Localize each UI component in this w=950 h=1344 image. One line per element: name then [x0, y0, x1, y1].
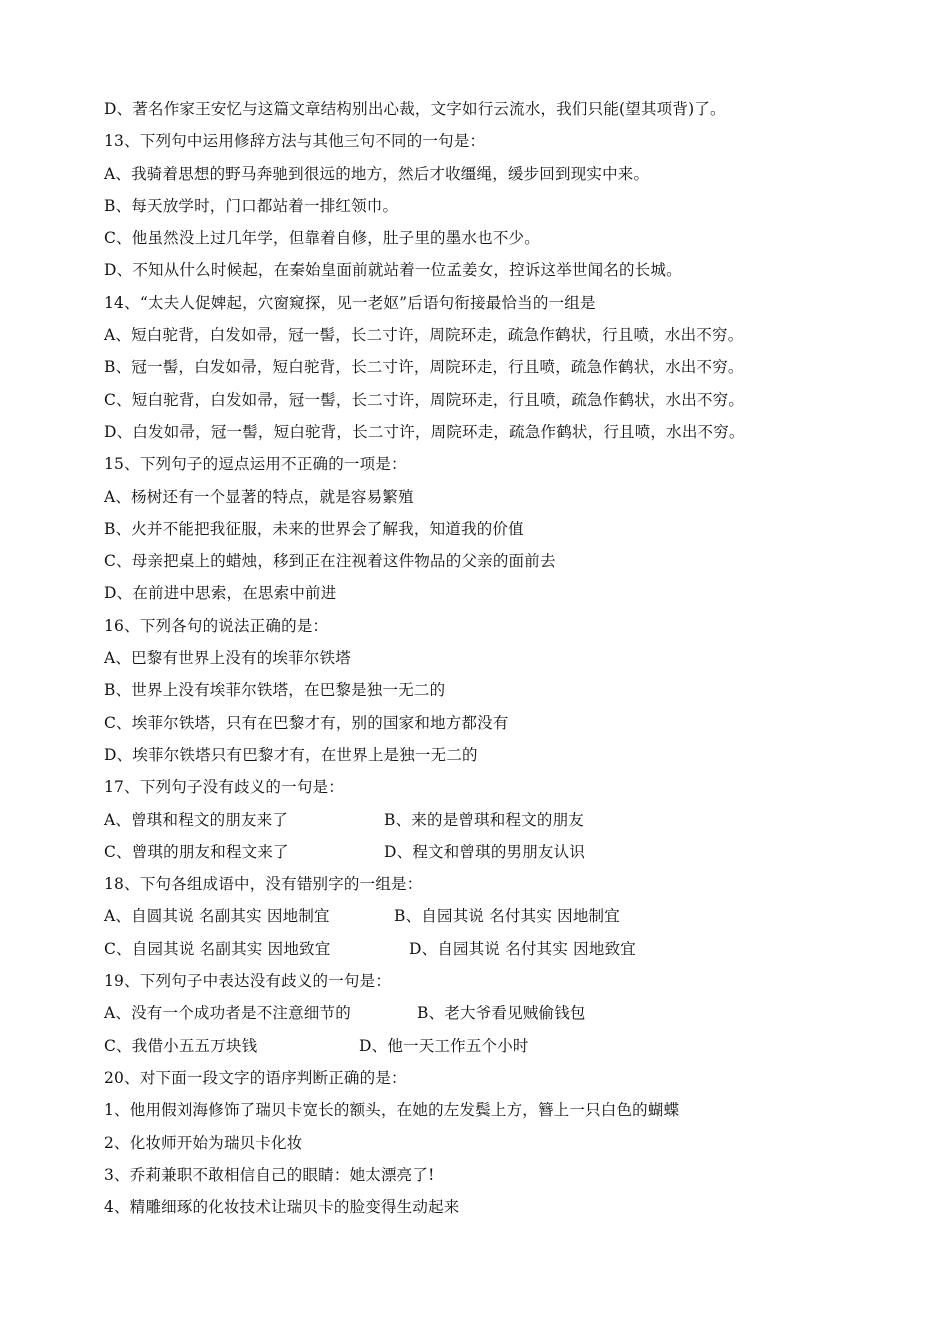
- q15-option-d: D、在前进中思索，在思索中前进: [104, 584, 337, 603]
- q13-option-a: A、我骑着思想的野马奔驰到很远的地方，然后才收缰绳，缓步回到现实中来。: [104, 164, 650, 183]
- q17-options-row-1: [104, 804, 844, 836]
- q15-option-a: A、杨树还有一个显著的特点，就是容易繁殖: [104, 487, 414, 506]
- q20-sentence-1: 1、他用假刘海修饰了瑞贝卡宽长的额头，在她的左发鬓上方，簪上一只白色的蝴蝶: [104, 1101, 680, 1120]
- q18-option-d: D、自园其说 名付其实 因地致宜: [409, 939, 636, 958]
- q19-options-row-1: [104, 997, 844, 1029]
- q19-option-d: D、他一天工作五个小时: [359, 1036, 529, 1055]
- q14-option-a: A、短白驼背，白发如帚，冠一髻，长二寸许，周院环走，疏急作鹤状，行且喷，水出不穷。: [104, 326, 744, 345]
- q17-option-b: B、来的是曾琪和程文的朋友: [384, 810, 584, 829]
- q20-sentence-4: 4、精雕细琢的化妆技术让瑞贝卡的脸变得生动起来: [104, 1198, 460, 1217]
- q19-option-b: B、老大爷看见贼偷钱包: [417, 1004, 586, 1023]
- q13-title: 13、下列句中运用修辞方法与其他三句不同的一句是：: [104, 132, 486, 151]
- q17-options-row-2: [104, 836, 844, 868]
- q17-option-a: A、曾琪和程文的朋友来了: [104, 810, 289, 829]
- q16-title: 16、下列各句的说法正确的是：: [104, 616, 329, 635]
- q16-option-a: A、巴黎有世界上没有的埃菲尔铁塔: [104, 649, 351, 668]
- q20-title: 20、对下面一段文字的语序判断正确的是：: [104, 1068, 407, 1087]
- q20-sentence-3: 3、乔莉兼职不敢相信自己的眼睛：她太漂亮了!: [104, 1165, 435, 1184]
- q18-options-row-2: [104, 933, 844, 965]
- q19-title: 19、下列句子中表达没有歧义的一句是：: [104, 972, 392, 991]
- q18-option-a: A、自圆其说 名副其实 因地制宜: [104, 907, 330, 926]
- q14-title: 14、“太夫人促婢起，穴窗窥探，见一老妪”后语句衔接最恰当的一组是: [104, 293, 596, 312]
- q20-sentence-2: 2、化妆师开始为瑞贝卡化妆: [104, 1133, 303, 1152]
- q13-option-c: C、他虽然没上过几年学，但靠着自修，肚子里的墨水也不少。: [104, 229, 540, 248]
- q16-option-d: D、埃菲尔铁塔只有巴黎才有，在世界上是独一无二的: [104, 745, 478, 764]
- q17-option-d: D、程文和曾琪的男朋友认识: [384, 842, 586, 861]
- q19-option-c: C、我借小五五万块钱: [104, 1036, 258, 1055]
- q17-option-c: C、曾琪的朋友和程文来了: [104, 842, 289, 861]
- q17-title: 17、下列句子没有歧义的一句是：: [104, 778, 344, 797]
- q19-option-a: A、没有一个成功者是不注意细节的: [104, 1004, 351, 1023]
- q18-option-b: B、自园其说 名付其实 因地制宜: [394, 907, 620, 926]
- q16-option-b: B、世界上没有埃菲尔铁塔，在巴黎是独一无二的: [104, 681, 446, 700]
- q14-option-d: D、白发如帚，冠一髻，短白驼背，长二寸许，周院环走，疏急作鹤状，行且喷，水出不穷。: [104, 422, 745, 441]
- q14-option-c: C、短白驼背，白发如帚，冠一髻，长二寸许，周院环走，行且喷，疏急作鹤状，水出不穷。: [104, 390, 745, 409]
- q19-options-row-2: [104, 1030, 844, 1062]
- q15-option-b: B、火并不能把我征服，未来的世界会了解我，知道我的价值: [104, 519, 524, 538]
- q18-options-row-1: [104, 900, 844, 932]
- q18-title: 18、下句各组成语中，没有错别字的一组是：: [104, 875, 423, 894]
- q15-title: 15、下列句子的逗点运用不正确的一项是：: [104, 455, 407, 474]
- q18-option-c: C、自园其说 名副其实 因地致宜: [104, 939, 331, 958]
- q16-option-c: C、埃菲尔铁塔，只有在巴黎才有，别的国家和地方都没有: [104, 713, 509, 732]
- q14-option-b: B、冠一髻，白发如帚，短白驼背，长二寸许，周院环走，行且喷，疏急作鹤状，水出不穷。: [104, 358, 744, 377]
- q13-option-b: B、每天放学时，门口都站着一排红领巾。: [104, 196, 399, 215]
- q13-option-d: D、不知从什么时候起，在秦始皇面前就站着一位孟姜女，控诉这举世闻名的长城。: [104, 261, 682, 280]
- q15-option-c: C、母亲把桌上的蜡烛，移到正在注视着这件物品的父亲的面前去: [104, 552, 556, 571]
- document-content: [104, 93, 844, 1223]
- q12-option-d: D、著名作家王安忆与这篇文章结构别出心裁，文字如行云流水，我们只能(望其项背)了。: [104, 100, 726, 118]
